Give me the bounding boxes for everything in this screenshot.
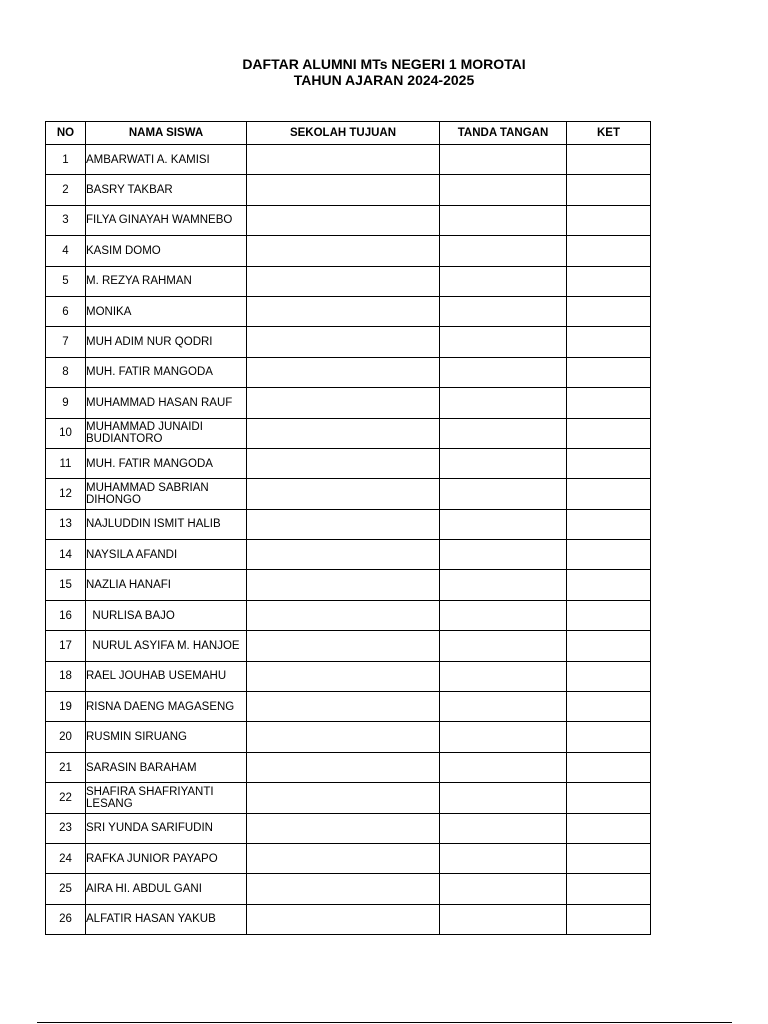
row-number: 19: [46, 692, 86, 722]
sekolah-tujuan-cell: [247, 631, 440, 661]
table-row: [46, 236, 651, 266]
student-name: NAJLUDDIN ISMIT HALIB: [86, 509, 247, 539]
ket-cell: [567, 175, 651, 205]
table-row: [46, 448, 651, 478]
table-row: [46, 357, 651, 387]
tanda-tangan-cell: [440, 236, 567, 266]
student-name: SRI YUNDA SARIFUDIN: [86, 813, 247, 843]
student-name: MONIKA: [86, 296, 247, 326]
tanda-tangan-cell: [440, 631, 567, 661]
student-name: ALFATIR HASAN YAKUB: [86, 904, 247, 934]
row-number: 23: [46, 813, 86, 843]
ket-cell: [567, 570, 651, 600]
sekolah-tujuan-cell: [247, 418, 440, 448]
tanda-tangan-cell: [440, 205, 567, 235]
student-name: NURLISA BAJO: [86, 600, 247, 630]
ket-cell: [567, 205, 651, 235]
ket-cell: [567, 479, 651, 509]
student-name: SHAFIRA SHAFRIYANTI LESANG: [86, 783, 247, 813]
row-number: 10: [46, 418, 86, 448]
table-row: [46, 752, 651, 782]
tanda-tangan-cell: [440, 448, 567, 478]
title-line-2: TAHUN AJARAN 2024-2025: [293, 72, 475, 88]
student-name: MUH. FATIR MANGODA: [86, 357, 247, 387]
ket-cell: [567, 418, 651, 448]
tanda-tangan-cell: [440, 266, 567, 296]
header-ket: KET: [567, 122, 651, 145]
ket-cell: [567, 266, 651, 296]
row-number: 15: [46, 570, 86, 600]
row-number: 16: [46, 600, 86, 630]
student-name: AMBARWATI A. KAMISI: [86, 145, 247, 175]
ket-cell: [567, 843, 651, 873]
student-name: SARASIN BARAHAM: [86, 752, 247, 782]
student-name: RAEL JOUHAB USEMAHU: [86, 661, 247, 691]
row-number: 25: [46, 874, 86, 904]
tanda-tangan-cell: [440, 509, 567, 539]
header-sekolah-tujuan: SEKOLAH TUJUAN: [247, 122, 440, 145]
ket-cell: [567, 600, 651, 630]
ket-cell: [567, 327, 651, 357]
table-row: [46, 631, 651, 661]
sekolah-tujuan-cell: [247, 388, 440, 418]
table-row: [46, 388, 651, 418]
sekolah-tujuan-cell: [247, 722, 440, 752]
table-row: [46, 540, 651, 570]
row-number: 4: [46, 236, 86, 266]
row-number: 11: [46, 448, 86, 478]
row-number: 26: [46, 904, 86, 934]
row-number: 17: [46, 631, 86, 661]
header-no: NO: [46, 122, 86, 145]
ket-cell: [567, 631, 651, 661]
tanda-tangan-cell: [440, 145, 567, 175]
tanda-tangan-cell: [440, 540, 567, 570]
ket-cell: [567, 692, 651, 722]
row-number: 20: [46, 722, 86, 752]
sekolah-tujuan-cell: [247, 600, 440, 630]
student-name: MUHAMMAD JUNAIDI BUDIANTORO: [86, 418, 247, 448]
sekolah-tujuan-cell: [247, 783, 440, 813]
table-row: [46, 296, 651, 326]
row-number: 7: [46, 327, 86, 357]
sekolah-tujuan-cell: [247, 874, 440, 904]
ket-cell: [567, 509, 651, 539]
student-name: M. REZYA RAHMAN: [86, 266, 247, 296]
table-row: [46, 205, 651, 235]
student-name: RISNA DAENG MAGASENG: [86, 692, 247, 722]
table-row: [46, 661, 651, 691]
sekolah-tujuan-cell: [247, 813, 440, 843]
tanda-tangan-cell: [440, 661, 567, 691]
sekolah-tujuan-cell: [247, 327, 440, 357]
sekolah-tujuan-cell: [247, 448, 440, 478]
table-row: [46, 175, 651, 205]
table-row: [46, 874, 651, 904]
student-name: MUHAMMAD HASAN RAUF: [86, 388, 247, 418]
ket-cell: [567, 783, 651, 813]
sekolah-tujuan-cell: [247, 479, 440, 509]
row-number: 12: [46, 479, 86, 509]
ket-cell: [567, 296, 651, 326]
row-number: 3: [46, 205, 86, 235]
row-number: 8: [46, 357, 86, 387]
tanda-tangan-cell: [440, 600, 567, 630]
row-number: 5: [46, 266, 86, 296]
table-row: [46, 479, 651, 509]
student-name: NAYSILA AFANDI: [86, 540, 247, 570]
tanda-tangan-cell: [440, 783, 567, 813]
tanda-tangan-cell: [440, 692, 567, 722]
sekolah-tujuan-cell: [247, 843, 440, 873]
sekolah-tujuan-cell: [247, 661, 440, 691]
table-row: [46, 145, 651, 175]
student-name: AIRA HI. ABDUL GANI: [86, 874, 247, 904]
row-number: 18: [46, 661, 86, 691]
ket-cell: [567, 813, 651, 843]
header-tanda-tangan: TANDA TANGAN: [440, 122, 567, 145]
row-number: 9: [46, 388, 86, 418]
sekolah-tujuan-cell: [247, 175, 440, 205]
table-row: [46, 692, 651, 722]
row-number: 6: [46, 296, 86, 326]
row-number: 2: [46, 175, 86, 205]
table-row: [46, 783, 651, 813]
page-divider: [37, 1022, 732, 1023]
table-body: [46, 145, 651, 935]
ket-cell: [567, 145, 651, 175]
table-row: [46, 813, 651, 843]
row-number: 22: [46, 783, 86, 813]
tanda-tangan-cell: [440, 327, 567, 357]
tanda-tangan-cell: [440, 357, 567, 387]
student-name: NAZLIA HANAFI: [86, 570, 247, 600]
ket-cell: [567, 448, 651, 478]
ket-cell: [567, 661, 651, 691]
tanda-tangan-cell: [440, 418, 567, 448]
student-name: MUH ADIM NUR QODRI: [86, 327, 247, 357]
row-number: 21: [46, 752, 86, 782]
table-row: [46, 266, 651, 296]
student-name: MUH. FATIR MANGODA: [86, 448, 247, 478]
student-name: BASRY TAKBAR: [86, 175, 247, 205]
sekolah-tujuan-cell: [247, 540, 440, 570]
sekolah-tujuan-cell: [247, 145, 440, 175]
ket-cell: [567, 904, 651, 934]
tanda-tangan-cell: [440, 175, 567, 205]
row-number: 1: [46, 145, 86, 175]
student-name: FILYA GINAYAH WAMNEBO: [86, 205, 247, 235]
sekolah-tujuan-cell: [247, 296, 440, 326]
ket-cell: [567, 540, 651, 570]
ket-cell: [567, 874, 651, 904]
document-title: [0, 56, 768, 88]
student-name: MUHAMMAD SABRIAN DIHONGO: [86, 479, 247, 509]
ket-cell: [567, 357, 651, 387]
tanda-tangan-cell: [440, 752, 567, 782]
table-row: [46, 570, 651, 600]
tanda-tangan-cell: [440, 904, 567, 934]
student-name: NURUL ASYIFA M. HANJOE: [86, 631, 247, 661]
table-row: [46, 904, 651, 934]
tanda-tangan-cell: [440, 479, 567, 509]
student-name: KASIM DOMO: [86, 236, 247, 266]
table-row: [46, 327, 651, 357]
ket-cell: [567, 752, 651, 782]
table-row: [46, 722, 651, 752]
table-row: [46, 600, 651, 630]
header-nama-siswa: NAMA SISWA: [86, 122, 247, 145]
ket-cell: [567, 722, 651, 752]
student-name: RAFKA JUNIOR PAYAPO: [86, 843, 247, 873]
table-row: [46, 418, 651, 448]
sekolah-tujuan-cell: [247, 752, 440, 782]
tanda-tangan-cell: [440, 296, 567, 326]
sekolah-tujuan-cell: [247, 570, 440, 600]
sekolah-tujuan-cell: [247, 205, 440, 235]
sekolah-tujuan-cell: [247, 266, 440, 296]
tanda-tangan-cell: [440, 813, 567, 843]
student-name: RUSMIN SIRUANG: [86, 722, 247, 752]
sekolah-tujuan-cell: [247, 692, 440, 722]
row-number: 24: [46, 843, 86, 873]
row-number: 13: [46, 509, 86, 539]
table-row: [46, 843, 651, 873]
tanda-tangan-cell: [440, 843, 567, 873]
sekolah-tujuan-cell: [247, 236, 440, 266]
ket-cell: [567, 236, 651, 266]
table-row: [46, 509, 651, 539]
alumni-table: [45, 121, 651, 935]
tanda-tangan-cell: [440, 722, 567, 752]
tanda-tangan-cell: [440, 388, 567, 418]
row-number: 14: [46, 540, 86, 570]
sekolah-tujuan-cell: [247, 357, 440, 387]
tanda-tangan-cell: [440, 570, 567, 600]
sekolah-tujuan-cell: [247, 904, 440, 934]
sekolah-tujuan-cell: [247, 509, 440, 539]
title-line-1: DAFTAR ALUMNI MTs NEGERI 1 MOROTAI: [242, 56, 526, 72]
tanda-tangan-cell: [440, 874, 567, 904]
ket-cell: [567, 388, 651, 418]
table-header-row: [46, 122, 651, 145]
